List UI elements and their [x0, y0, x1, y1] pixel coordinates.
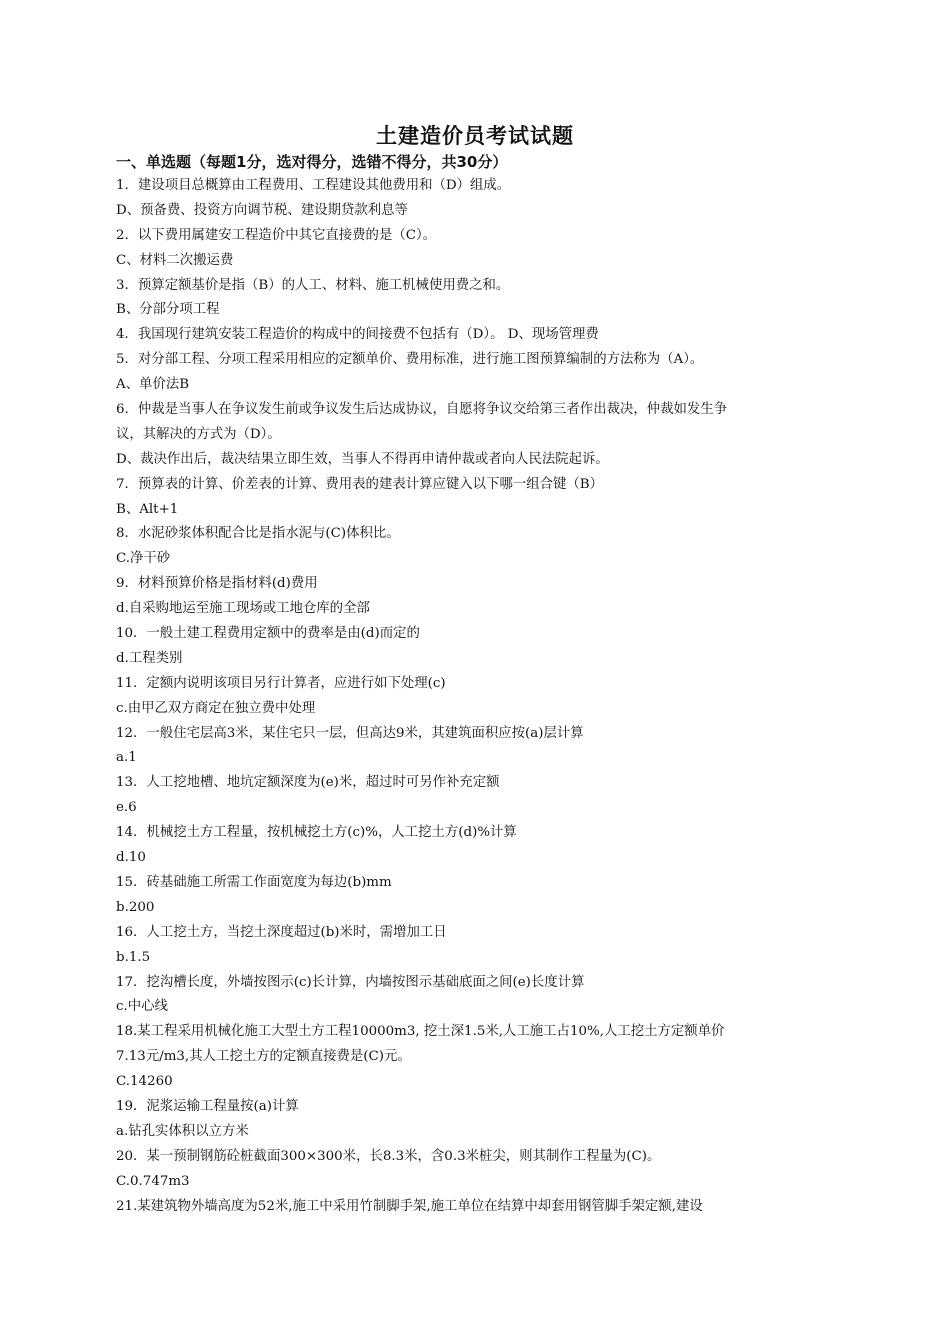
text-line: 21.某建筑物外墙高度为52米,施工中采用竹制脚手架,施工单位在结算中却套用钢管脚手架定额,建设 [116, 1198, 703, 1214]
text-line: d.工程类别 [116, 650, 183, 666]
text-line: a.1 [116, 750, 137, 766]
text-line: 18.某工程采用机械化施工大型土方工程10000m3, 挖土深1.5米,人工施工占10%,人工挖土方定额单价 [116, 1024, 725, 1040]
section-heading: 一、单选题（每题1分，选对得分，选错不得分，共30分） [116, 153, 508, 171]
text-line: 11．定额内说明该项目另行计算者，应进行如下处理(c) [116, 675, 446, 691]
text-line: C.0.747m3 [116, 1173, 190, 1189]
text-line: 12．一般住宅层高3米，某住宅只一层，但高达9米，其建筑面积应按(a)层计算 [116, 725, 584, 741]
text-line: 20．某一预制钢筋砼桩截面300×300米，长8.3米，含0.3米桩尖，则其制作工程量为(C)。 [116, 1148, 661, 1164]
text-line: 19．泥浆运输工程量按(a)计算 [116, 1098, 299, 1114]
text-line: 7．预算表的计算、价差表的计算、费用表的建表计算应键入以下哪一组合键（B） [116, 476, 604, 492]
text-line: 4．我国现行建筑安装工程造价的构成中的间接费不包括有（D）。 D、现场管理费 [116, 327, 599, 343]
text-line: A、单价法B [116, 377, 190, 393]
text-line: 3．预算定额基价是指（B）的人工、材料、施工机械使用费之和。 [116, 277, 510, 293]
text-line: B、分部分项工程 [116, 302, 220, 318]
text-line: e.6 [116, 800, 137, 816]
document-title: 土建造价员考试试题 [376, 124, 574, 148]
text-line: 16．人工挖土方，当挖土深度超过(b)米时，需增加工日 [116, 924, 447, 940]
text-line: C.14260 [116, 1074, 173, 1090]
text-line: 15．砖基础施工所需工作面宽度为每边(b)mm [116, 874, 392, 890]
text-line: 8．水泥砂浆体积配合比是指水泥与(C)体积比。 [116, 526, 400, 542]
text-line: d.10 [116, 850, 146, 866]
text-line: d.自采购地运至施工现场或工地仓库的全部 [116, 601, 370, 617]
text-line: D、预备费、投资方向调节税、建设期贷款利息等 [116, 202, 408, 218]
text-line: c.中心线 [116, 999, 168, 1015]
text-line: 5．对分部工程、分项工程采用相应的定额单价、费用标准，进行施工图预算编制的方法称为（A）。 [116, 352, 704, 368]
text-line: 9．材料预算价格是指材料(d)费用 [116, 576, 318, 592]
text-line: 13．人工挖地槽、地坑定额深度为(e)米，超过时可另作补充定额 [116, 775, 500, 791]
text-line: C、材料二次搬运费 [116, 252, 234, 268]
text-line: a.钻孔实体积以立方米 [116, 1123, 249, 1139]
text-line: B、Alt+1 [116, 501, 179, 517]
text-line: 2．以下费用属建安工程造价中其它直接费的是（C）。 [116, 227, 437, 243]
text-line: 1．建设项目总概算由工程费用、工程建设其他费用和（D）组成。 [116, 178, 511, 193]
text-line: b.1.5 [116, 949, 151, 965]
text-line: C.净干砂 [116, 551, 171, 567]
text-line: 6．仲裁是当事人在争议发生前或争议发生后达成协议，自愿将争议交给第三者作出裁决，仲裁如发生争 [116, 402, 728, 418]
text-line: 10．一般土建工程费用定额中的费率是由(d)而定的 [116, 626, 420, 642]
text-line: 17．挖沟槽长度，外墙按图示(c)长计算，内墙按图示基础底面之间(e)长度计算 [116, 974, 585, 990]
question-list [116, 174, 838, 1219]
text-line: D、裁决作出后，裁决结果立即生效，当事人不得再申请仲裁或者向人民法院起诉。 [116, 451, 609, 467]
text-line: 7.13元/m3,其人工挖土方的定额直接费是(C)元。 [116, 1049, 411, 1065]
text-line: 14．机械挖土方工程量，按机械挖土方(c)%，人工挖土方(d)%计算 [116, 825, 517, 841]
text-line: 议，其解决的方式为（D）。 [116, 426, 281, 442]
text-line: b.200 [116, 899, 155, 915]
text-line: c.由甲乙双方商定在独立费中处理 [116, 700, 316, 716]
